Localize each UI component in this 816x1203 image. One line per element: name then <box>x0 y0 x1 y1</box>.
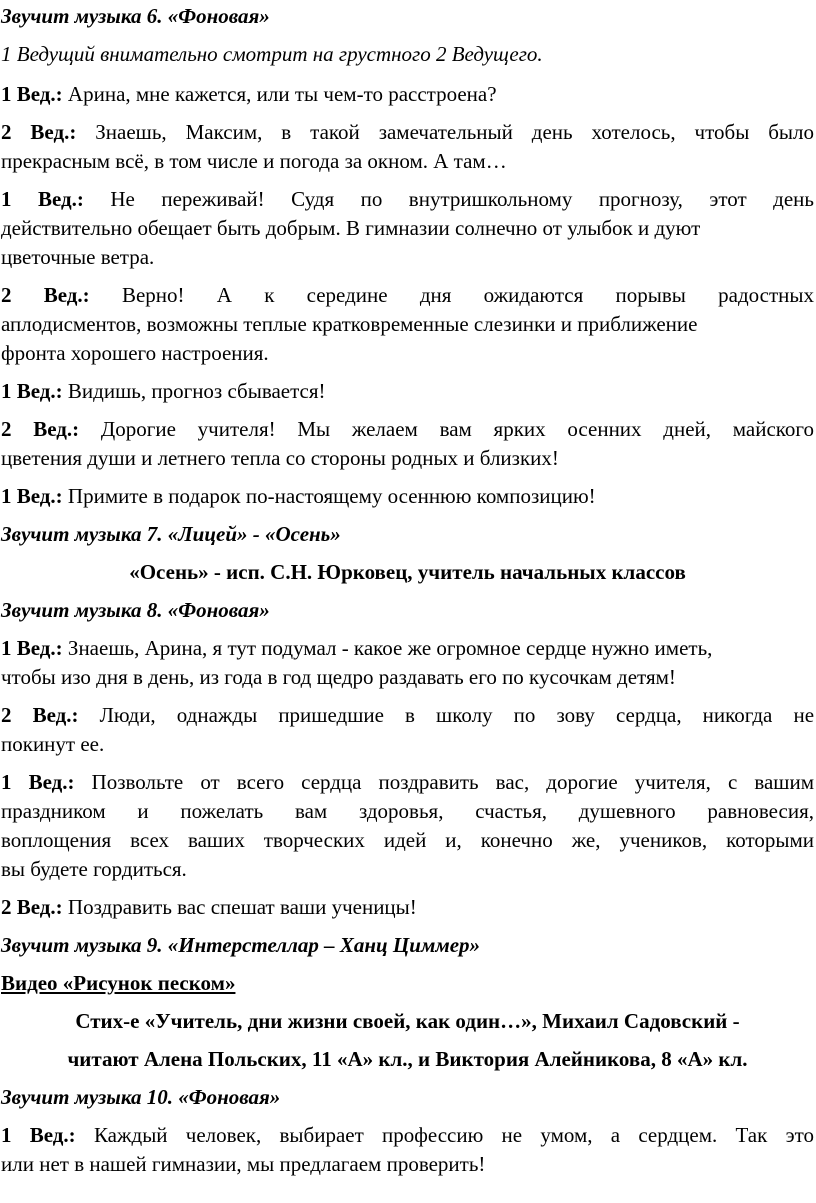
line-10c: воплощения всех ваших творческих идей и, конечно же, учеников, которыми <box>1 828 814 852</box>
speaker-label: 1 Вед.: <box>1 770 75 794</box>
speaker-label: 2 Вед.: <box>1 895 63 919</box>
performance-title: «Осень» - исп. С.Н. Юрковец, учитель начальных классов <box>129 560 686 584</box>
line-12b: или нет в нашей гимназии, мы предлагаем проверить! <box>1 1152 486 1176</box>
line-2b: прекрасным всё, в том числе и погода за окном. А там… <box>1 149 507 173</box>
line-3c: цветочные ветра. <box>1 245 155 269</box>
line-10d: вы будете гордиться. <box>1 857 187 881</box>
music-cue-7: Звучит музыка 7. «Лицей» - «Осень» <box>1 522 341 546</box>
speech-text: Арина, мне кажется, или ты чем-то расстроена? <box>67 82 497 106</box>
line-9a <box>1 701 814 730</box>
speech-text: Знаешь, Арина, я тут подумал - какое же огромное сердце нужно иметь, <box>67 636 713 660</box>
music-cue-10: Звучит музыка 10. «Фоновая» <box>1 1085 281 1109</box>
speaker-label: 2 Вед.: <box>1 417 80 441</box>
line-3a <box>1 185 814 214</box>
speech-text: Знаешь, Максим, в такой замечательный день хотелось, чтобы было <box>95 120 814 144</box>
speaker-label: 2 Вед.: <box>1 120 77 144</box>
line-7 <box>1 482 814 511</box>
speaker-label: 1 Вед.: <box>1 484 63 508</box>
video-title: Видео «Рисунок песком» <box>1 971 236 995</box>
music-cue-6: Звучит музыка 6. «Фоновая» <box>1 4 270 28</box>
speaker-label: 1 Вед.: <box>1 1123 76 1147</box>
speech-text: Позвольте от всего сердца поздравить вас, дорогие учителя, с вашим <box>91 770 814 794</box>
music-cue-8: Звучит музыка 8. «Фоновая» <box>1 598 270 622</box>
speech-text: Поздравить вас спешат ваши ученицы! <box>67 895 417 919</box>
poem-performers: читают Алена Польских, 11 «А» кл., и Виктория Алейникова, 8 «А» кл. <box>67 1047 748 1071</box>
line-12a <box>1 1121 814 1150</box>
line-1 <box>1 80 814 109</box>
line-8b: чтобы изо дня в день, из года в год щедро раздавать его по кусочкам детям! <box>1 665 676 689</box>
speech-text: Дорогие учителя! Мы желаем вам ярких осенних дней, майского <box>100 417 815 441</box>
speaker-label: 1 Вед.: <box>1 82 63 106</box>
line-3b: действительно обещает быть добрым. В гимназии солнечно от улыбок и дуют <box>1 216 701 240</box>
line-2a <box>1 118 814 147</box>
poem-title: Стих-е «Учитель, дни жизни своей, как один…», Михаил Садовский - <box>75 1009 740 1033</box>
line-6b: цветения души и летнего тепла со стороны родных и близких! <box>1 446 559 470</box>
speaker-label: 2 Вед.: <box>1 283 90 307</box>
line-5 <box>1 377 814 406</box>
music-cue-9: Звучит музыка 9. «Интерстеллар – Ханц Циммер» <box>1 933 481 957</box>
speaker-label: 2 Вед.: <box>1 703 79 727</box>
speaker-label: 1 Вед.: <box>1 187 84 211</box>
line-4c: фронта хорошего настроения. <box>1 341 269 365</box>
speech-text: Каждый человек, выбирает профессию не умом, а сердцем. Так это <box>93 1123 815 1147</box>
speaker-label: 1 Вед.: <box>1 379 63 403</box>
line-6a <box>1 415 814 444</box>
line-9b: покинут ее. <box>1 732 105 756</box>
speech-text: Люди, однажды пришедшие в школу по зову сердца, никогда не <box>99 703 815 727</box>
line-8a <box>1 634 814 663</box>
speech-text: Видишь, прогноз сбывается! <box>67 379 326 403</box>
line-4a <box>1 281 814 310</box>
line-11 <box>1 893 814 922</box>
speaker-label: 1 Вед.: <box>1 636 63 660</box>
speech-text: Примите в подарок по-настоящему осеннюю композицию! <box>67 484 596 508</box>
speech-text: Верно! А к середине дня ожидаются порывы радостных <box>121 283 814 307</box>
speech-text: Не переживай! Судя по внутришкольному прогнозу, этот день <box>110 187 814 211</box>
line-4b: аплодисментов, возможны теплые кратковременные слезинки и приближение <box>1 312 698 336</box>
stage-direction: 1 Ведущий внимательно смотрит на грустного 2 Ведущего. <box>1 42 543 66</box>
line-10a <box>1 768 814 797</box>
line-10b: праздником и пожелать вам здоровья, счастья, душевного равновесия, <box>1 799 814 823</box>
